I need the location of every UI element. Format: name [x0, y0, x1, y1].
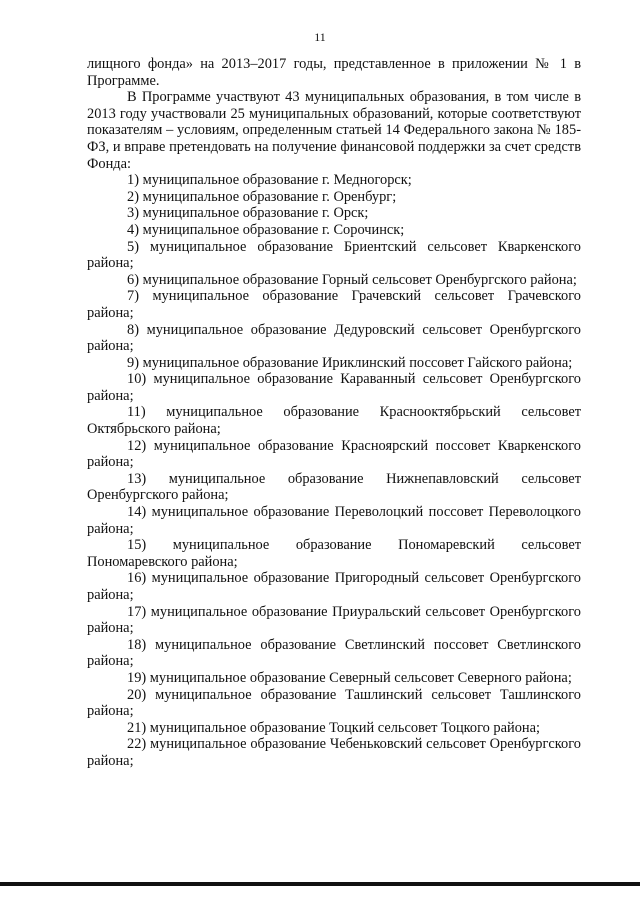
list-item: 8) муниципальное образование Дедуровский сельсовет Оренбургского района;: [87, 321, 581, 355]
document-body: [87, 56, 581, 770]
list-item: 14) муниципальное образование Переволоцкий поссовет Переволоцкого района;: [87, 504, 581, 537]
list-item: 16) муниципальное образование Пригородный сельсовет Оренбургского района;: [87, 570, 581, 603]
list-item: 10) муниципальное образование Караванный сельсовет Оренбургского района;: [87, 371, 581, 404]
list-item: 22) муниципальное образование Чебеньковский сельсовет Оренбургского района;: [87, 736, 581, 769]
list-item: 4) муниципальное образование г. Сорочинск;: [127, 221, 405, 238]
list-item: 1) муниципальное образование г. Медногорск;: [127, 172, 412, 189]
list-item: 18) муниципальное образование Светлинский поссовет Светлинского района;: [87, 636, 581, 670]
list-item: 19) муниципальное образование Северный сельсовет Северного района;: [127, 669, 572, 686]
municipality-list: [87, 172, 581, 769]
list-item: 15) муниципальное образование Пономаревский сельсовет Пономаревского района;: [87, 537, 581, 570]
list-item: 12) муниципальное образование Красноярский поссовет Кваркенского района;: [87, 437, 581, 471]
list-item: 6) муниципальное образование Горный сельсовет Оренбургского района;: [127, 271, 577, 288]
list-item: 2) муниципальное образование г. Оренбург;: [127, 188, 397, 205]
list-item: 21) муниципальное образование Тоцкий сельсовет Тоцкого района;: [127, 719, 540, 736]
list-item: 20) муниципальное образование Ташлинский сельсовет Ташлинского района;: [87, 686, 581, 720]
list-item: 3) муниципальное образование г. Орск;: [127, 205, 369, 222]
paragraph-intro: В Программе участвуют 43 муниципальных образования, в том числе в 2013 году участвовали 25 муниципальных образований, которые соответствуют показателям – условиям, определенным статьей 14 Федерального закона № 185-ФЗ, и вправе претендовать на получение финансовой поддержки за счет средств Фонда:: [87, 89, 581, 172]
list-item: 5) муниципальное образование Бриентский сельсовет Кваркенского района;: [87, 238, 581, 272]
list-item: 9) муниципальное образование Ириклинский поссовет Гайского района;: [127, 354, 573, 371]
page-number: 11: [314, 30, 326, 44]
list-item: 7) муниципальное образование Грачевский сельсовет Грачевского района;: [87, 288, 581, 321]
bottom-rule: [0, 882, 640, 886]
list-item: 17) муниципальное образование Приуральский сельсовет Оренбургского района;: [87, 603, 581, 637]
list-item: 13) муниципальное образование Нижнепавловский сельсовет Оренбургского района;: [87, 470, 581, 504]
list-item: 11) муниципальное образование Краснооктябрьский сельсовет Октябрьского района;: [87, 404, 581, 438]
paragraph-continuation: лищного фонда» на 2013–2017 годы, представленное в приложении № 1 в Программе.: [87, 56, 581, 89]
